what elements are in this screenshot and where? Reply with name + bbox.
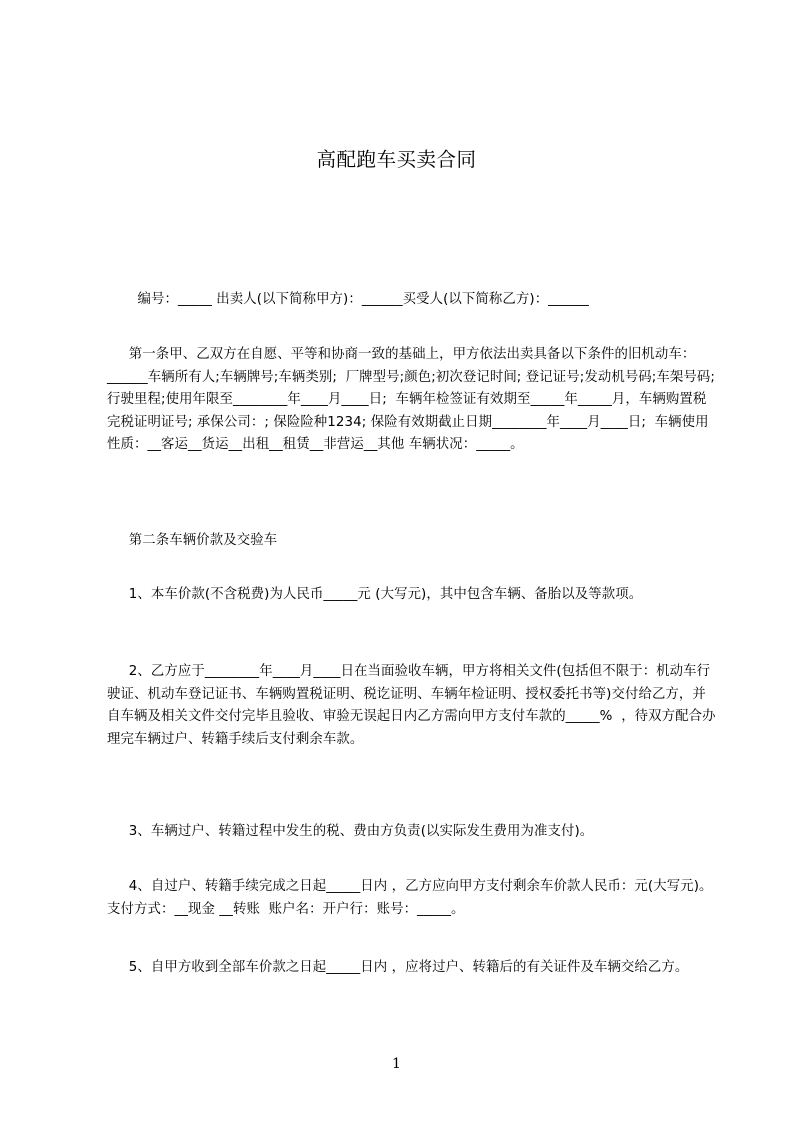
contract-header-line: 编号：_____ 出卖人(以下简称甲方)：______买受人(以下简称乙方)：______ (107, 292, 589, 307)
clause-2-item-3: 3、车辆过户、转籍过程中发生的税、费由方负责(以实际发生费用为准支付)。 (107, 824, 594, 839)
document-title: 高配跑车买卖合同 (316, 148, 477, 171)
clause-2-item-4: 4、自过户、转籍手续完成之日起_____日内 ，乙方应向甲方支付剩余车价款人民币：元(大写元)。 支付方式：__现金 __转账 账户名：开户行：账号：_____。 (107, 879, 717, 917)
clause-1-paragraph: 第一条甲、乙双方在自愿、平等和协商一致的基础上，甲方依法出卖具备以下条件的旧机动车：______车辆所有人;车辆牌号;车辆类别; 厂牌型号;颜色;初次登记时间; 登记证号;发动机号码;车架号码; 行驶里程;使用年限至________年____月____日; 车辆年检签证有效期至_____年_____月，车辆购置税完税证明证号; 承保公司：; 保险险种1234; 保险有效期截止日期________年____月____日; 车辆使用性质：__客运__货运__出租__租赁__非营运__其他 车辆状况：_____。 (107, 347, 720, 452)
clause-2-heading: 第二条车辆价款及交验车 (107, 533, 278, 548)
clause-2-item-1: 1、本车价款(不含税费)为人民币_____元 (大写元)，其中包含车辆、备胎以及等款项。 (107, 587, 643, 602)
page-number: 1 (392, 1056, 401, 1072)
clause-2-item-5: 5、自甲方收到全部车价款之日起_____日内 ，应将过户、转籍后的有关证件及车辆交给乙方。 (107, 960, 689, 975)
clause-2-item-2: 2、乙方应于________年____月____日在当面验收车辆，甲方将相关文件(包括但不限于：机动车行驶证、机动车登记证书、车辆购置税证明、税讫证明、车辆年检证明、授权委托书等)交付给乙方，并自车辆及相关文件交付完毕且验收、审验无误起日内乙方需向甲方支付车款的_____% ，待双方配合办理完车辆过户、转籍手续后支付剩余车款。 (107, 664, 716, 747)
